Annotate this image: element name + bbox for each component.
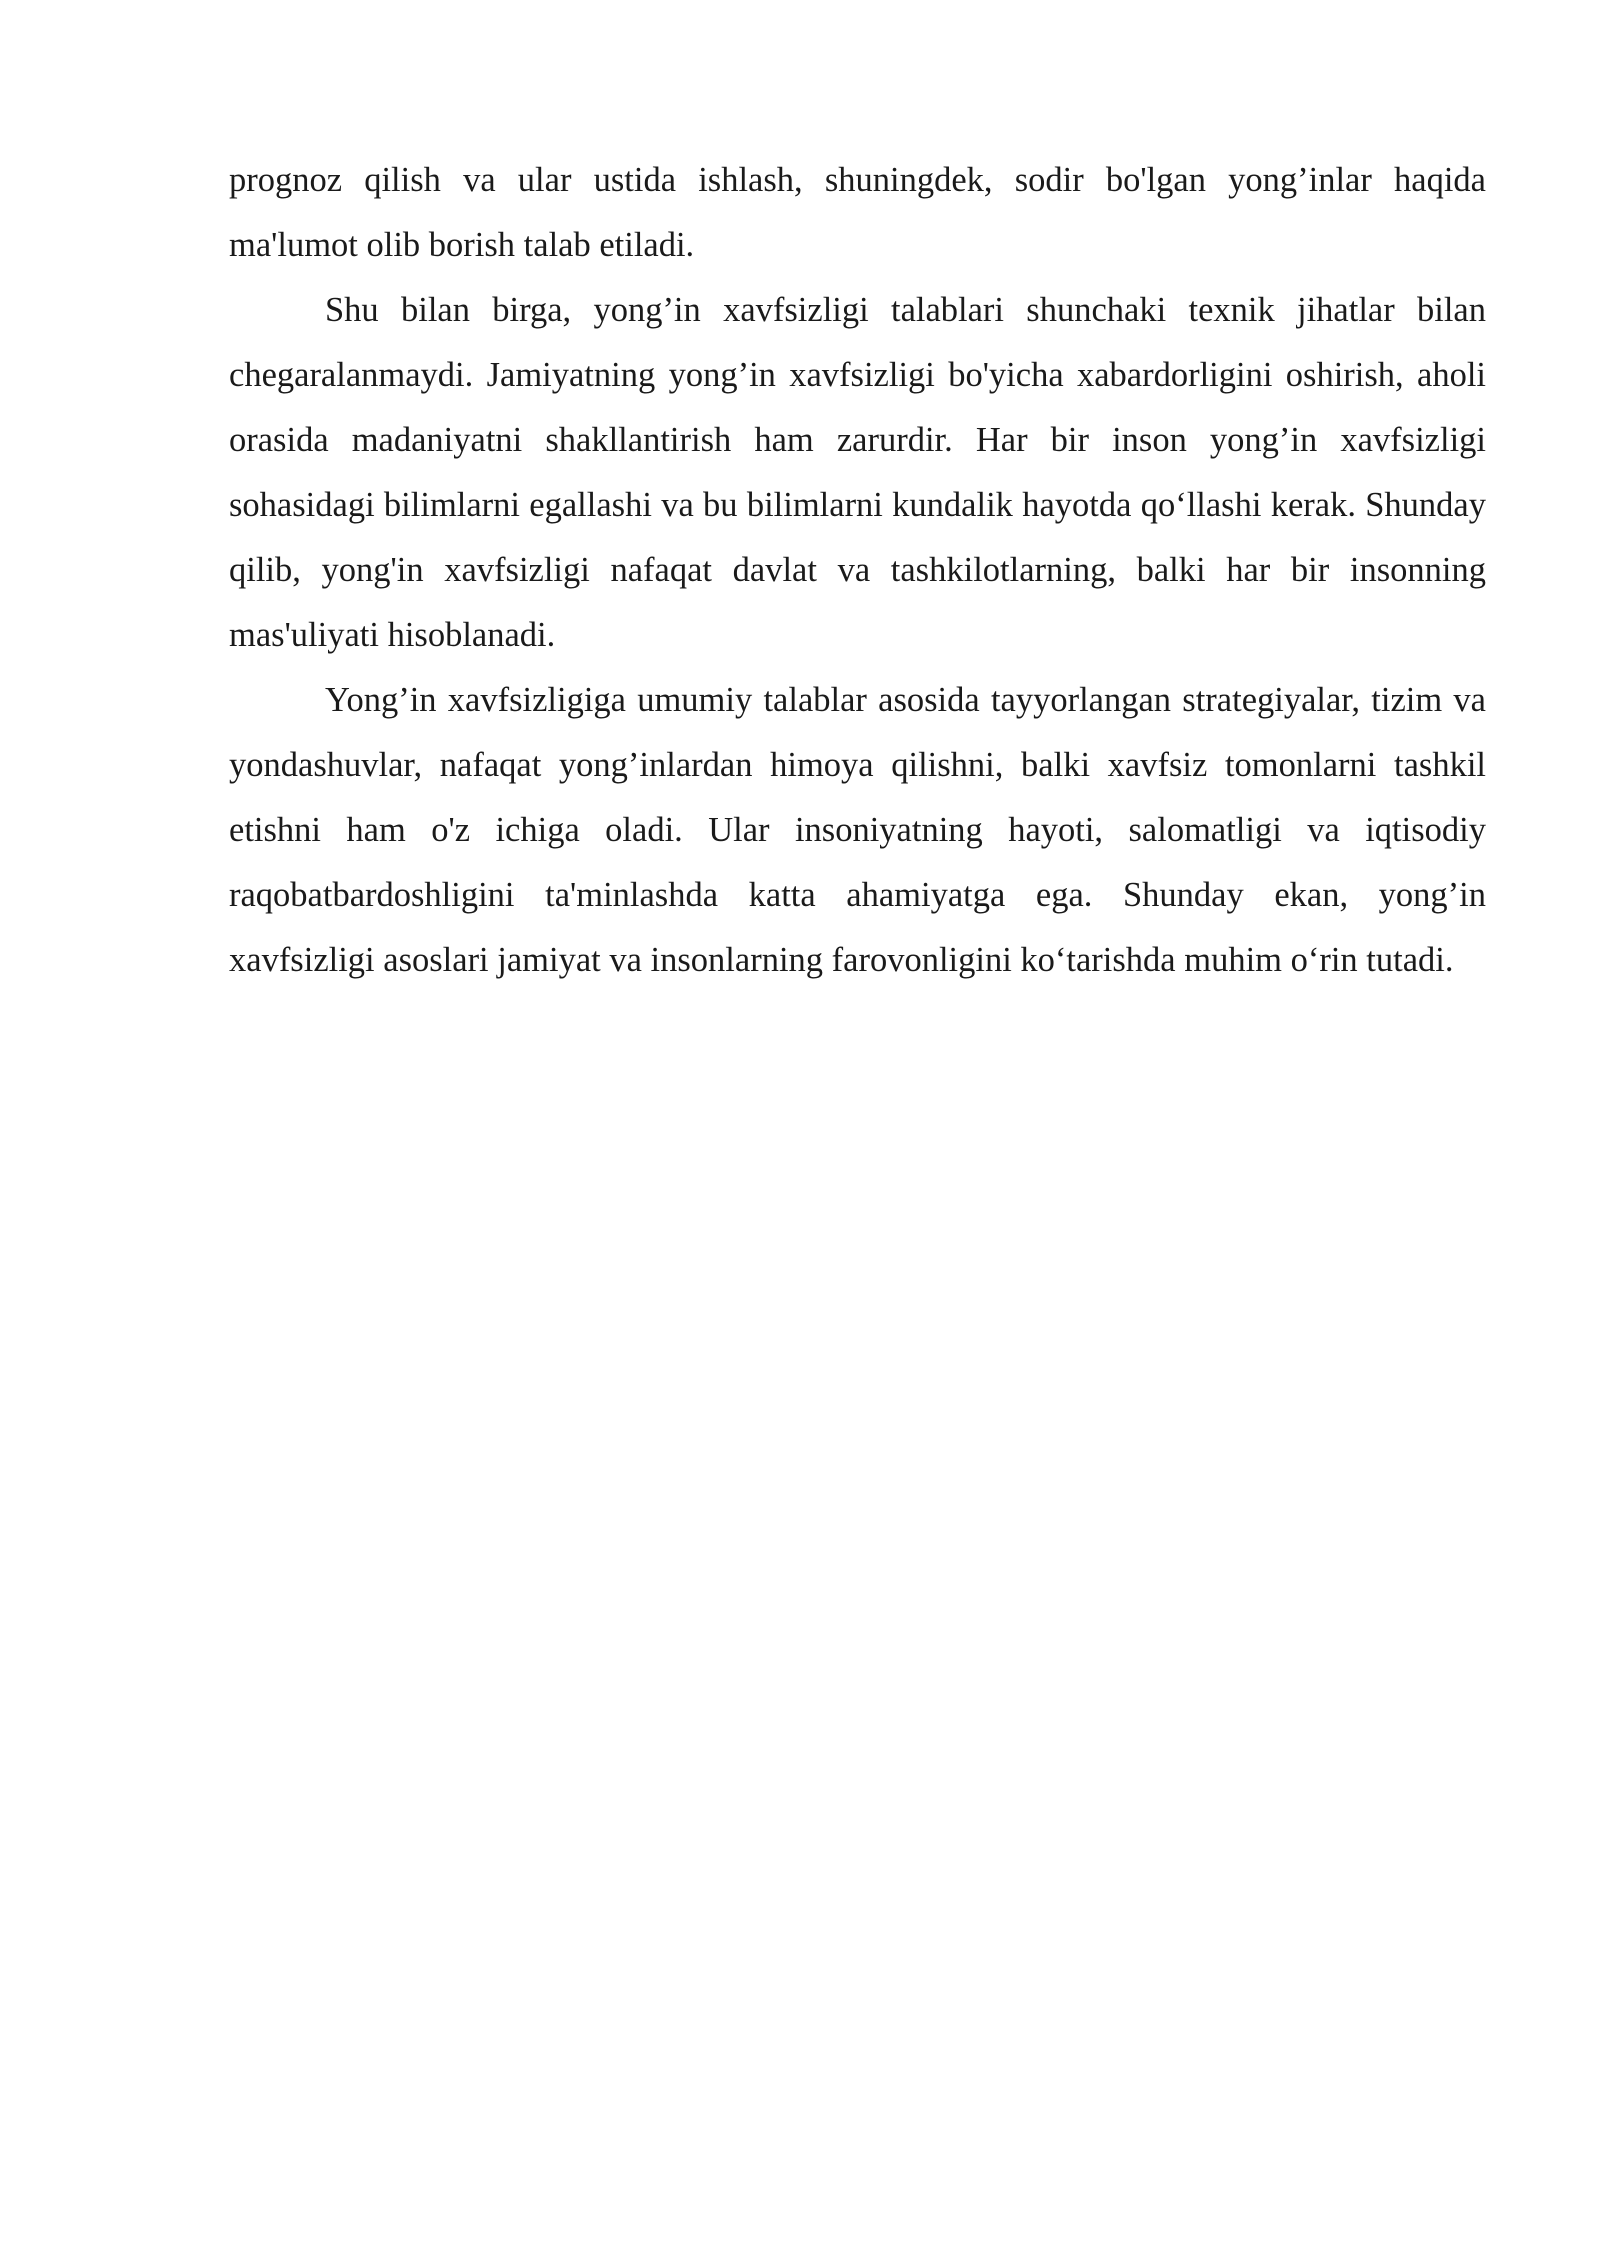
document-body bbox=[229, 148, 1486, 993]
paragraph-1: prognoz qilish va ular ustida ishlash, shuningdek, sodir bo'lgan yong’inlar haqida ma'lumot olib borish talab etiladi. bbox=[229, 161, 1486, 264]
paragraph-3: Yong’in xavfsizligiga umumiy talablar asosida tayyorlangan strategiyalar, tizim va yondashuvlar, nafaqat yong’inlardan himoya qilishni, balki xavfsiz tomonlarni tashkil etishni ham o'z ichiga oladi. Ular insoniyatning hayoti, salomatligi va iqtisodiy raqobatbardoshligini ta'minlashda katta ahamiyatga ega. Shunday ekan, yong’in xavfsizligi asoslari jamiyat va insonlarning farovonligini ko‘tarishda muhim o‘rin tutadi. bbox=[229, 681, 1486, 979]
paragraph-2: Shu bilan birga, yong’in xavfsizligi talablari shunchaki texnik jihatlar bilan chegaralanmaydi. Jamiyatning yong’in xavfsizligi bo'yicha xabardorligini oshirish, aholi orasida madaniyatni shakllantirish ham zarurdir. Har bir inson yong’in xavfsizligi sohasidagi bilimlarni egallashi va bu bilimlarni kundalik hayotda qo‘llashi kerak. Shunday qilib, yong'in xavfsizligi nafaqat davlat va tashkilotlarning, balki har bir insonning mas'uliyati hisoblanadi. bbox=[229, 291, 1486, 654]
